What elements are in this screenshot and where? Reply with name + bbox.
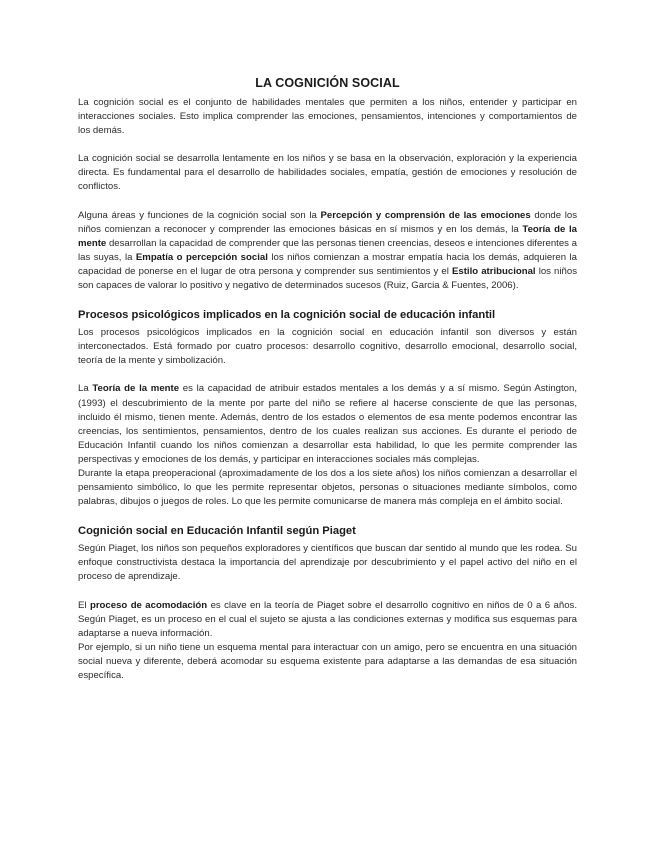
bold-term-theory-of-mind: Teoría de la mente	[78, 223, 578, 249]
section1-paragraph-3: Durante la etapa preoperacional (aproximadamente de los dos a los siete años) los niños comienzan a desarrollar el pensamiento simbólico, lo que les permite representar objetos, personas o situaciones mediante símbolos, como palabras, dibujos o juegos de roles. Lo que les permite comunicarse de manera más compleja en el ámbito social.	[78, 467, 577, 508]
section1-paragraph-1: Los procesos psicológicos implicados en la cognición social en educación infantil son diversos y están interconectados. Está formado por cuatro procesos: desarrollo cognitivo, desarrollo emocional, desarrollo social, teoría de la mente y simbolización.	[78, 327, 577, 367]
bold-term-attributional-style: Estilo atribucional	[451, 265, 536, 277]
text-run: donde los niños comienzan a reconocer y comprender las emociones básicas en sí mismos y en los demás, la	[78, 209, 577, 235]
bold-term-accommodation: proceso de acomodación	[89, 599, 208, 611]
section2-paragraph-1: Según Piaget, los niños son pequeños exploradores y científicos que buscan dar sentido al mundo que les rodea. Su enfoque constructivista destaca la importancia del aprendizaje por descubrimiento y el papel activo del niño en el proceso de aprendizaje.	[78, 543, 577, 583]
text-run: es clave en la teoría de Piaget sobre el desarrollo cognitivo en niños de 0 a 6 años. Según Piaget, es un proceso en el cual el sujeto se ajusta a las condiciones externas y modifica sus esquemas para adaptarse a nueva información.	[78, 599, 577, 639]
text-run: es la capacidad de atribuir estados mentales a los demás y a sí mismo. Según Astington, (1993) el descubrimiento de la mente por parte del niño se refiere al hacerse consciente de que las personas, incluido él mismo, tienen mente. Además, dentro de los estados o elementos de esa mente podemos encontrar las creencias, los sentimientos, pensamientos, dentro de los cuales realizan sus acciones. Es durante el periodo de Educación Infantil cuando los niños comienzan a desarrollar esta habilidad, lo que les permite comprender las perspectivas y emociones de los demás, y participar en interacciones sociales más complejas.	[78, 383, 577, 465]
page-title: LA COGNICIÓN SOCIAL	[255, 76, 400, 90]
section2-paragraph-2	[78, 599, 577, 641]
bold-term-emotion-perception: Percepción y comprensión de las emociones	[320, 209, 531, 221]
text-run: El	[78, 599, 90, 611]
text-run: los niños comienzan a mostrar empatía hacia los demás, adquieren la capacidad de ponerse en el lugar de otra persona y comprender sus sentimientos y el	[78, 251, 577, 277]
intro-paragraph-3	[78, 209, 577, 294]
intro-paragraph-1: La cognición social es el conjunto de habilidades mentales que permiten a los niños, entender y participar en interacciones sociales. Esto implica comprender las emociones, pensamientos, intenciones y comportamientos de los demás.	[78, 97, 577, 137]
section1-paragraph-2	[78, 382, 577, 467]
text-run: La	[78, 383, 93, 395]
section-heading-piaget: Cognición social en Educación Infantil según Piaget	[78, 525, 356, 538]
intro-paragraph-2: La cognición social se desarrolla lentamente en los niños y se basa en la observación, exploración y la experiencia directa. Es fundamental para el desarrollo de habilidades sociales, empatía, gestión de emociones y resolución de conflictos.	[78, 153, 577, 193]
section2-paragraph-3: Por ejemplo, si un niño tiene un esquema mental para interactuar con un amigo, pero se encuentra en una situación social nueva y diferente, deberá acomodar su esquema existente para adaptarse a las demandas de esa situación específica.	[78, 641, 577, 681]
bold-term-empathy: Empatía o percepción social	[135, 251, 268, 263]
text-run: Alguna áreas y funciones de la cognición social son la	[78, 209, 321, 221]
section-heading-processes: Procesos psicológicos implicados en la cognición social de educación infantil	[78, 309, 496, 322]
text-run: desarrollan la capacidad de comprender que las personas tienen creencias, deseos e intenciones diferentes a las suyas, la	[78, 237, 577, 263]
bold-term-theory-of-mind: Teoría de la mente	[92, 383, 180, 395]
text-run: los niños son capaces de valorar lo positivo y negativo de determinados sucesos (Ruiz, Garcia & Fuentes, 2006).	[78, 265, 577, 292]
